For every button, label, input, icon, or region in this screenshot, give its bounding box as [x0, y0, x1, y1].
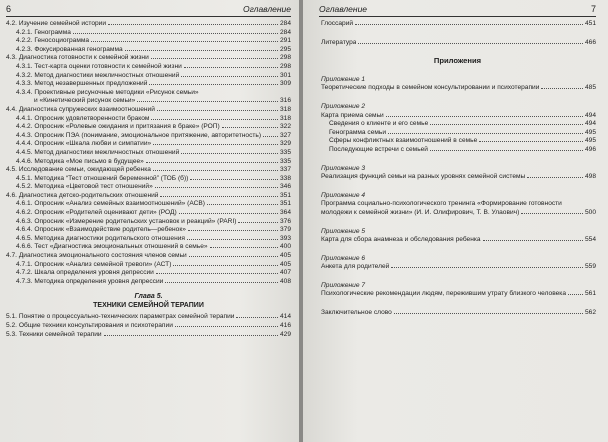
toc-entry[interactable]	[6, 29, 291, 38]
toc-entry-page: 407	[279, 269, 291, 277]
toc-entry[interactable]	[6, 192, 291, 201]
toc-entry-title: 4.6.1. Опросник «Анализ семейных взаимоотношений» (АСВ)	[16, 200, 205, 208]
toc-entry-title: и «Кинетический рисунок семьи»	[34, 97, 136, 105]
toc-entry[interactable]	[6, 218, 291, 227]
dot-leader	[146, 162, 278, 163]
toc-entry-title: 4.3.1. Тест-карта оценки готовности к семейной жизни	[16, 62, 182, 70]
toc-entry-page: 351	[279, 191, 291, 199]
toc-entry-title: 4.2. Изучение семейной истории	[6, 20, 107, 27]
toc-entry-page: 318	[279, 105, 291, 113]
dot-leader	[479, 141, 583, 142]
toc-entry-page: 416	[279, 322, 291, 329]
toc-entry-title: молодежи к семейной жизни» (И. И. Олифирович, Т. В. Улаович)	[321, 208, 520, 216]
toc-entry[interactable]	[6, 123, 291, 132]
right-page	[303, 0, 608, 442]
toc-entry[interactable]	[6, 132, 291, 141]
toc-entry-title: 4.5.2. Методика «Цветовой тест отношений»	[16, 183, 153, 191]
toc-entry[interactable]	[6, 89, 291, 98]
dot-leader	[181, 153, 278, 154]
dot-leader	[187, 239, 278, 240]
toc-entry-title: 4.6.3. Опросник «Измерение родительских установок и реакций» (PARI)	[16, 217, 237, 225]
appendix-entry[interactable]	[319, 137, 596, 146]
dot-leader	[73, 33, 278, 34]
toc-entry-page: 291	[279, 37, 291, 45]
toc-entry[interactable]	[6, 322, 291, 331]
toc-entry-page: 554	[584, 236, 596, 244]
toc-entry-title: 4.4.6. Методика «Мое письмо в будущее»	[16, 157, 144, 165]
chapter-title: ТЕХНИКИ СЕМЕЙНОЙ ТЕРАПИИ	[93, 302, 204, 310]
dot-leader	[391, 267, 583, 268]
toc-entry-page: 496	[584, 145, 596, 153]
toc-entry-page: 301	[279, 71, 291, 79]
dot-leader	[125, 50, 278, 51]
dot-leader	[238, 222, 278, 223]
toc-entry-page: 393	[279, 234, 291, 242]
toc-entry-page: 322	[279, 123, 291, 131]
toc-entry-page: 376	[279, 217, 291, 225]
appendix-entry[interactable]	[319, 173, 596, 182]
toc-entry-title: 4.4.5. Метод диагностики межличностных отношений	[16, 148, 180, 156]
toc-entry-page: 298	[279, 62, 291, 70]
toc-entry-page: 284	[279, 20, 291, 27]
toc-entry[interactable]	[6, 80, 291, 89]
toc-entry-title: 4.3.2. Метод диагностики межличностных отношений	[16, 71, 180, 79]
toc-entry-page: 429	[279, 330, 291, 338]
appendix-list	[319, 76, 596, 299]
dot-leader	[155, 187, 278, 188]
toc-entry[interactable]	[6, 149, 291, 158]
toc-entry-page: 309	[279, 80, 291, 88]
dot-leader	[156, 273, 278, 274]
toc-entry[interactable]	[6, 20, 291, 29]
appendix-label: Приложение 5	[321, 227, 366, 235]
toc-entry[interactable]	[6, 252, 291, 261]
dot-leader	[236, 317, 278, 318]
toc-entry-title: Последующие встречи с семьей	[329, 145, 428, 153]
chapter-label: Глава 5.	[134, 293, 163, 301]
dot-leader	[153, 170, 278, 171]
toc-entry[interactable]	[6, 166, 291, 175]
toc-entry-continuation[interactable]	[6, 97, 291, 106]
toc-entry-title: 4.2.3. Фокусированная генограмма	[16, 45, 123, 53]
toc-entry[interactable]	[6, 200, 291, 209]
toc-entry-title: 4.4. Диагностика супружеских взаимоотношений	[6, 105, 155, 113]
toc-entry-title: 4.4.4. Опросник «Шкала любви и симпатии»	[16, 140, 152, 148]
dot-leader	[263, 136, 278, 137]
toc-entry-title: 5.3. Техники семейной терапии	[6, 330, 102, 338]
appendix-entry[interactable]	[319, 290, 596, 299]
toc-entry[interactable]	[6, 226, 291, 235]
appendices-title: Приложения	[433, 56, 482, 66]
dot-leader	[153, 144, 278, 145]
dot-leader	[188, 230, 278, 231]
right-running-title: Оглавление	[319, 4, 368, 14]
dot-leader	[207, 204, 278, 205]
toc-entry-title: 4.4.1. Опросник удовлетворенности браком	[16, 114, 150, 122]
appendix-entry[interactable]	[319, 200, 596, 209]
toc-entry-title: 4.6. Диагностика детско-родительских отношений	[6, 191, 159, 199]
dot-leader	[527, 177, 583, 178]
toc-entry-page: 338	[279, 174, 291, 182]
toc-entry-page: 379	[279, 226, 291, 234]
dot-leader	[181, 76, 278, 77]
toc-entry-page: 329	[279, 140, 291, 148]
toc-entry-title: 4.7.1. Опросник «Анализ семейной тревоги» (АСТ)	[16, 260, 172, 268]
toc-entry-title: 4.6.6. Тест «Диагностика эмоциональных отношений в семье»	[16, 243, 208, 251]
toc-entry[interactable]	[6, 46, 291, 55]
toc-entry[interactable]	[6, 115, 291, 124]
dot-leader	[483, 240, 583, 241]
toc-entry-page: 405	[279, 252, 291, 260]
toc-entry-title: 5.2. Общие техники консультирования и психотерапии	[6, 322, 173, 329]
toc-entry-title: 4.4.2. Опросник «Ролевые ожидания и притязания в браке» (РОП)	[16, 123, 220, 131]
dot-leader	[210, 247, 278, 248]
right-running-head	[319, 4, 596, 17]
dot-leader	[541, 88, 583, 89]
toc-entry[interactable]	[6, 209, 291, 218]
dot-leader	[521, 213, 583, 214]
toc-entry[interactable]	[6, 72, 291, 81]
dot-leader	[189, 256, 278, 257]
toc-entry-title: Генограмма семьи	[329, 128, 387, 136]
appendix-entry[interactable]	[319, 146, 596, 155]
toc-entry-glossary[interactable]: Глоссарий 451	[321, 20, 596, 27]
toc-entry-page: 364	[279, 209, 291, 217]
dot-leader	[165, 282, 278, 283]
appendix-label: Приложение 2	[321, 102, 366, 110]
toc-entry-title: Теоретические подходы в семейном консультировании и психотерапии	[321, 84, 540, 92]
left-toc-chapter5	[6, 313, 291, 339]
toc-entry-page: 298	[279, 54, 291, 62]
appendix-label: Приложение 7	[321, 281, 366, 289]
toc-entry-title: Психологические рекомендации людям, пережившим утрату близкого человека	[321, 290, 567, 298]
appendix-entry[interactable]	[319, 84, 596, 93]
toc-entry-title: Сферы конфликтных взаимоотношений в семье	[329, 137, 478, 145]
toc-entry-title: 4.6.4. Опросник «Взаимодействие родитель—ребенок»	[16, 226, 186, 234]
toc-entry[interactable]	[6, 140, 291, 149]
toc-entry-page: 500	[584, 208, 596, 216]
toc-entry[interactable]	[6, 278, 291, 287]
toc-entry-literature[interactable]: Литература 466	[321, 38, 596, 46]
toc-entry-page: 414	[279, 313, 291, 321]
toc-entry-page: 337	[279, 166, 291, 174]
dot-leader	[108, 24, 278, 25]
toc-entry-page: 351	[279, 200, 291, 208]
toc-entry-page: 408	[279, 277, 291, 285]
toc-entry-title: 4.2.1. Генограмма	[16, 28, 71, 36]
toc-entry-page: 405	[279, 260, 291, 268]
appendix-label: Приложение 1	[321, 75, 366, 83]
dot-leader	[568, 294, 583, 295]
toc-entry-title: 4.6.5. Методика диагностики родительского отношения	[16, 234, 185, 242]
dot-leader	[184, 67, 278, 68]
dot-leader	[91, 41, 278, 42]
left-running-head	[6, 4, 291, 17]
toc-entry-page: 316	[279, 97, 291, 105]
dot-leader	[173, 265, 278, 266]
dot-leader	[151, 58, 278, 59]
appendix-label: Приложение 4	[321, 191, 366, 199]
dot-leader	[430, 124, 583, 125]
toc-entry-title: 4.7. Диагностика эмоционального состояния членов семьи	[6, 252, 187, 260]
toc-entry-page: 284	[279, 28, 291, 36]
toc-entry[interactable]	[6, 331, 291, 340]
toc-entry-title: 4.3.4. Проективные рисуночные методики «Рисунок семьи»	[16, 88, 199, 96]
dot-leader	[388, 133, 583, 134]
toc-entry-page: 318	[279, 114, 291, 122]
dot-leader	[137, 101, 278, 102]
dot-leader	[179, 213, 278, 214]
toc-entry[interactable]	[6, 158, 291, 167]
toc-entry-page: 485	[584, 84, 596, 92]
toc-entry-page: 561	[584, 290, 596, 298]
toc-entry-page: 327	[279, 131, 291, 139]
appendix-entry[interactable]	[319, 236, 596, 245]
toc-entry-page: 498	[584, 173, 596, 181]
dot-leader	[175, 326, 278, 327]
toc-entry-page: 559	[584, 263, 596, 271]
toc-entry-title: Карта для сбора анамнеза и обследования ребенка	[321, 236, 481, 244]
appendix-entry[interactable]	[319, 120, 596, 129]
toc-entry-title: 4.6.2. Опросник «Родителей оценивают дети» (РОД)	[16, 209, 177, 217]
toc-entry[interactable]	[6, 37, 291, 46]
toc-entry-page: 335	[279, 148, 291, 156]
toc-entry-page: 295	[279, 45, 291, 53]
toc-entry[interactable]	[6, 106, 291, 115]
toc-entry[interactable]	[6, 269, 291, 278]
dot-leader	[157, 110, 278, 111]
toc-entry-page: 495	[584, 137, 596, 145]
toc-entry-page: 495	[584, 128, 596, 136]
dot-leader	[190, 179, 278, 180]
appendix-entry[interactable]	[319, 209, 596, 218]
toc-entry-title: 4.4.3. Опросник ПЭА (понимание, эмоциональное притяжение, авторитетность)	[16, 131, 262, 139]
appendix-entry[interactable]	[319, 112, 596, 121]
toc-entry-page: 494	[584, 111, 596, 119]
dot-leader	[430, 150, 583, 151]
left-running-title: Оглавление	[242, 4, 291, 14]
chapter-heading	[6, 292, 291, 310]
dot-leader	[222, 127, 278, 128]
dot-leader	[160, 196, 278, 197]
appendix-label: Приложение 3	[321, 164, 366, 172]
appendix-entry[interactable]	[319, 129, 596, 138]
toc-entry-title: 4.3.3. Метод незавершенных предложений	[16, 80, 148, 88]
dot-leader	[386, 116, 583, 117]
dot-leader	[149, 84, 278, 85]
toc-entry-title: Сведения о клиенте и его семье	[329, 120, 429, 128]
toc-entry-page: 400	[279, 243, 291, 251]
toc-entry-title: Карта приема семьи	[321, 111, 384, 119]
right-page-number: 7	[590, 4, 596, 14]
toc-entry-title: 4.2.2. Геносоциограмма	[16, 37, 90, 45]
toc-entry-title: 5.1. Понятие о процессуально-технических параметрах семейной терапии	[6, 313, 235, 321]
toc-entry-title: 4.7.3. Методика определения уровня депрессии	[16, 277, 164, 285]
appendix-label: Приложение 6	[321, 254, 366, 262]
toc-entry-page: 494	[584, 120, 596, 128]
dot-leader	[104, 335, 278, 336]
toc-entry-page: 346	[279, 183, 291, 191]
toc-entry-title: 4.5.1. Методика “Тест отношений беременной” (ТОБ (б))	[16, 174, 189, 182]
toc-entry-title: 4.7.2. Шкала определения уровня депрессии	[16, 269, 154, 277]
toc-entry[interactable]	[6, 261, 291, 270]
dot-leader	[151, 119, 278, 120]
toc-entry[interactable]	[6, 63, 291, 72]
toc-entry-title: 4.3. Диагностика готовности к семейной жизни	[6, 54, 149, 62]
left-page-number: 6	[6, 4, 12, 14]
left-page	[0, 0, 299, 442]
toc-entry[interactable]	[6, 243, 291, 252]
left-toc	[6, 20, 291, 286]
toc-entry[interactable]	[6, 175, 291, 184]
toc-entry-title: 4.5. Исследование семьи, ожидающей ребенка	[6, 166, 151, 174]
toc-entry[interactable]	[6, 54, 291, 63]
toc-entry-page: 335	[279, 157, 291, 165]
toc-entry-title: Программа социально-психологического тренинга «Формирование готовности	[321, 200, 562, 208]
appendix-entry[interactable]	[319, 263, 596, 272]
toc-entry[interactable]	[6, 235, 291, 244]
toc-entry-title: Анкета для родителей	[321, 263, 390, 271]
toc-entry[interactable]	[6, 183, 291, 192]
toc-entry-afterword[interactable]: Заключительное слово 562	[321, 309, 596, 317]
toc-entry[interactable]	[6, 313, 291, 322]
toc-entry-title: Реализация функций семьи на разных уровнях семейной системы	[321, 173, 526, 181]
